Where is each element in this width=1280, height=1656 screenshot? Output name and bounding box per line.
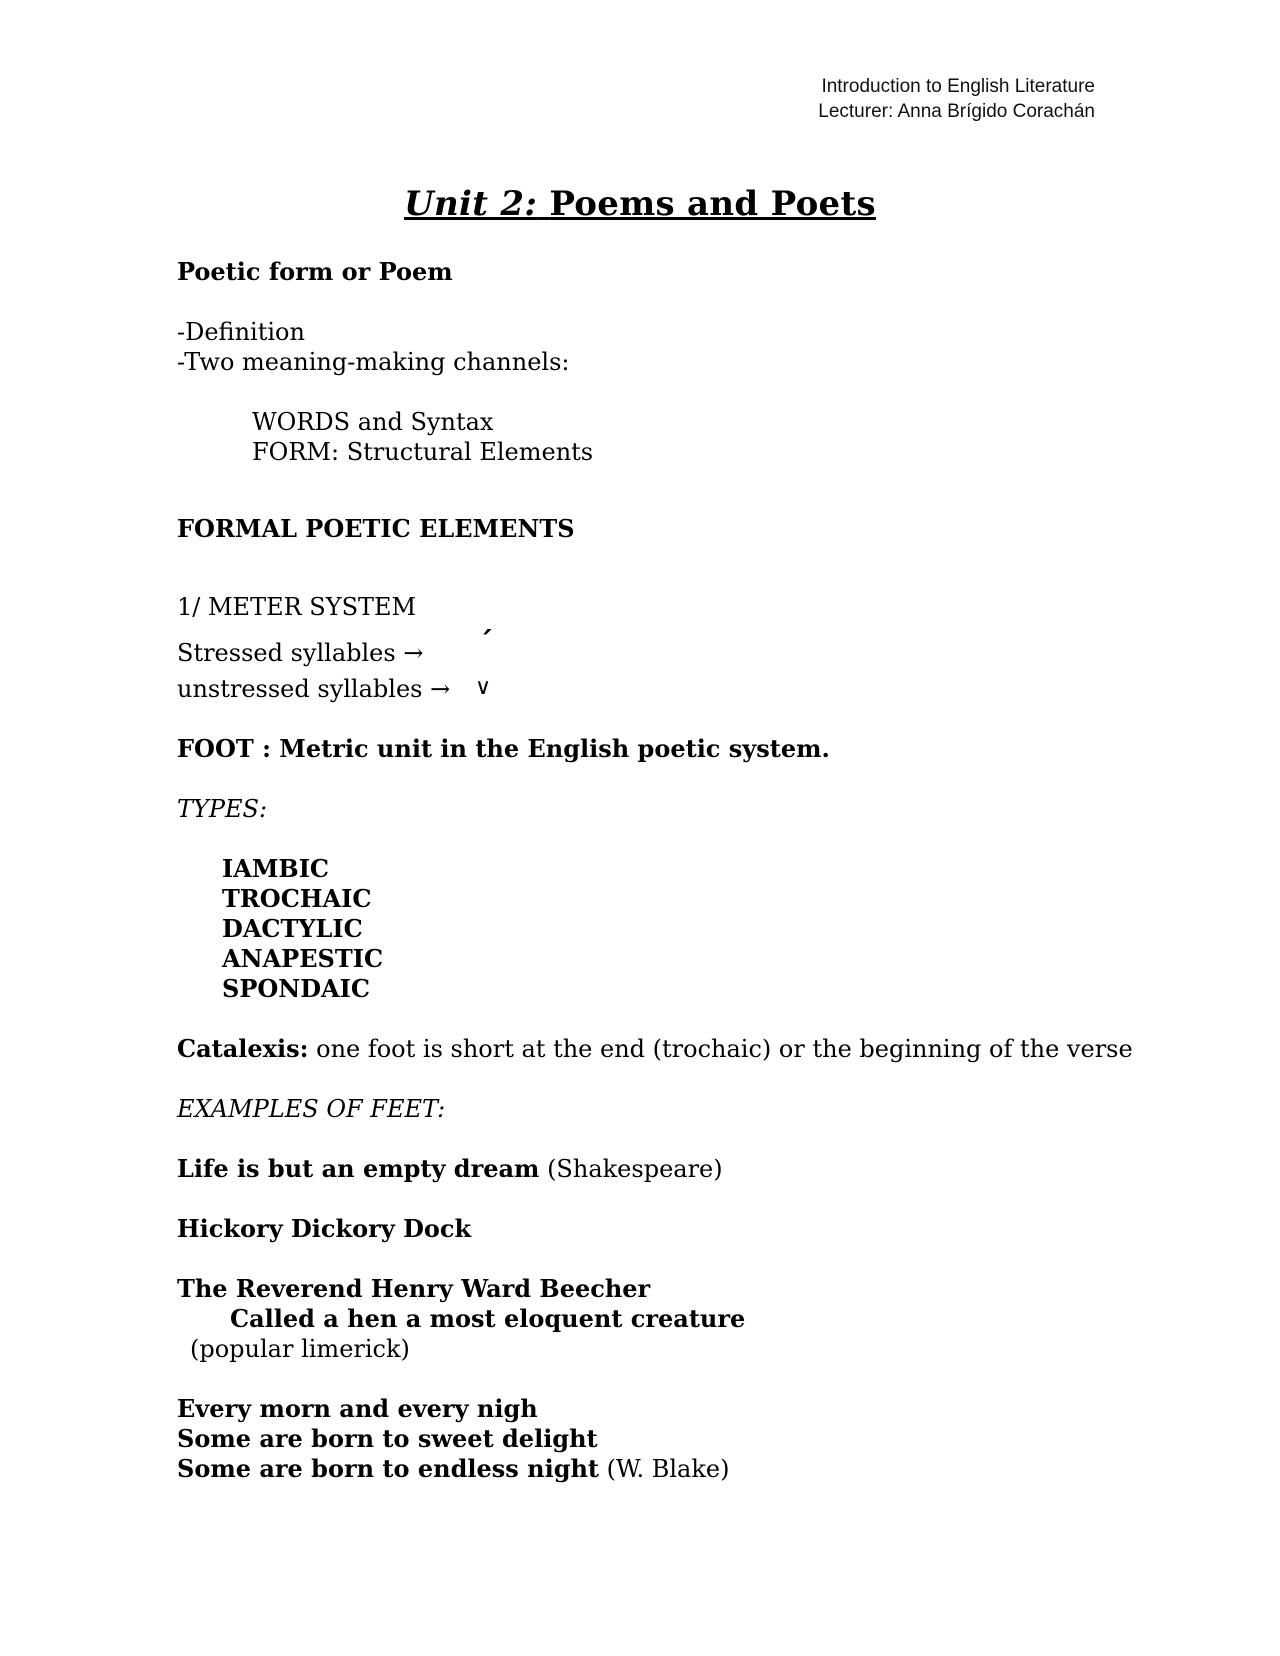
unit-subject: Poems and Poets [549, 184, 876, 224]
unstressed-mark-icon: ∨ [475, 675, 492, 700]
course-title: Introduction to English Literature [821, 76, 1095, 97]
channel-form: FORM: Structural Elements [252, 438, 594, 466]
example-blake-line3 [177, 1454, 729, 1484]
foot-type-item: SPONDAIC [222, 974, 370, 1003]
intro-item-channels: -Two meaning-making channels: [177, 348, 570, 376]
types-label: TYPES: [177, 795, 268, 823]
lecturer-name: Lecturer: Anna Brígido Corachán [818, 101, 1095, 122]
example-limerick-line1: The Reverend Henry Ward Beecher [177, 1274, 651, 1303]
unstressed-syllables: unstressed syllables → [177, 675, 451, 703]
foot-type-item: ANAPESTIC [222, 944, 384, 973]
foot-type-item: IAMBIC [222, 854, 330, 883]
catalexis-definition: one foot is short at the end (trochaic) or the beginning of the verse [308, 1035, 1133, 1063]
example-verse: Some are born to endless night [177, 1454, 600, 1483]
example-verse: Life is but an empty dream [177, 1154, 540, 1183]
foot-type-item: TROCHAIC [222, 884, 372, 913]
unit-label: Unit 2: [404, 184, 538, 224]
example-source: (Shakespeare) [539, 1155, 723, 1183]
channel-words: WORDS and Syntax [252, 408, 494, 436]
example-limerick-source: (popular limerick) [190, 1335, 410, 1363]
example-shakespeare [177, 1154, 723, 1184]
example-blake-line2: Some are born to sweet delight [177, 1424, 598, 1453]
example-limerick-line2: Called a hen a most eloquent creature [230, 1304, 746, 1333]
stressed-syllables: Stressed syllables → [177, 639, 424, 667]
catalexis-line [177, 1034, 1133, 1064]
meter-system-heading: 1/ METER SYSTEM [177, 593, 417, 621]
example-source: (W. Blake) [599, 1455, 730, 1483]
formal-elements-heading: FORMAL POETIC ELEMENTS [177, 514, 575, 543]
foot-definition: FOOT : Metric unit in the English poetic system. [177, 734, 830, 763]
poetic-form-heading: Poetic form or Poem [177, 257, 453, 286]
page-header [818, 74, 1095, 124]
foot-type-item: DACTYLIC [222, 914, 363, 943]
stressed-mark-icon: ´ [478, 626, 493, 661]
catalexis-term: Catalexis: [177, 1034, 309, 1063]
examples-label: EXAMPLES OF FEET: [177, 1095, 446, 1123]
example-hickory: Hickory Dickory Dock [177, 1214, 472, 1243]
page-title [0, 184, 1280, 224]
intro-item-definition: -Definition [177, 318, 305, 346]
example-blake-line1: Every morn and every nigh [177, 1394, 538, 1423]
